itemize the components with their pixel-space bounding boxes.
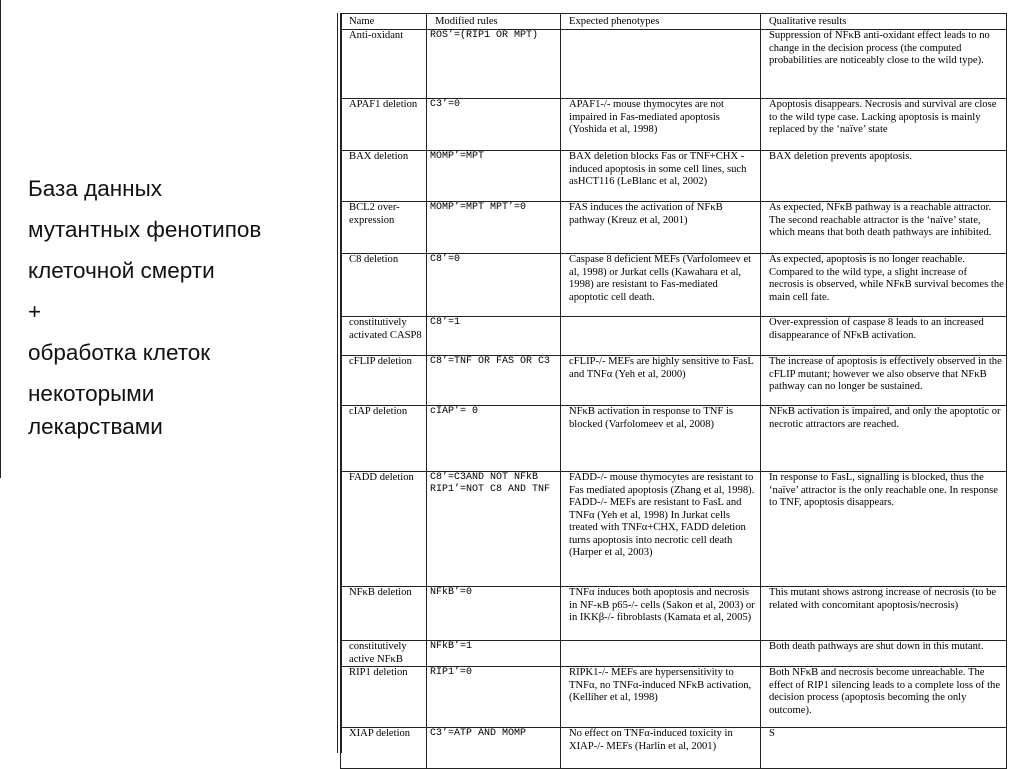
table-row [341,30,1007,99]
table-row [341,587,1007,641]
caption-line: обработка клеток [28,340,211,365]
cell-expected [561,30,761,99]
cell-expected: BAX deletion blocks Fas or TNF+CHX - induced apoptosis in some cell lines, such asHCT116 (LeBlanc et al, 2002) [561,151,761,202]
header-modified-rules: Modified rules [427,14,561,30]
cell-results: In response to FasL, signalling is blocked, thus the ‘naïve’ attractor is the only reachable one. In response to TNF, apoptosis disappears. [761,472,1007,587]
left-border-line [0,0,1,478]
cell-name: constitutively active NFκB [341,641,427,667]
cell-rules: ROS’=(RIP1 OR MPT) [427,30,561,99]
cell-results: As expected, apoptosis is no longer reachable. Compared to the wild type, a slight increase of necrosis is observed, while NFκB survival becomes the main cell fate. [761,254,1007,317]
cell-results: As expected, NFκB pathway is a reachable attractor. The second reachable attractor is the ‘naïve’ state, which means that both death pathways are inhibited. [761,202,1007,254]
table-row [341,254,1007,317]
cell-expected: cFLIP-/- MEFs are highly sensitive to FasL and TNFα (Yeh et al, 2000) [561,356,761,406]
cell-results: Both NFκB and necrosis become unreachable. The effect of RIP1 silencing leads to a complete loss of the decision process (apoptosis becoming the only outcome). [761,667,1007,728]
cell-expected: Caspase 8 deficient MEFs (Varfolomeev et al, 1998) or Jurkat cells (Kawahara et al, 1998) are resistant to Fas-mediated apoptotic cell death. [561,254,761,317]
header-name: Name [341,14,427,30]
mutant-table-container [340,13,1006,769]
header-expected-phenotypes: Expected phenotypes [561,14,761,30]
cell-name: RIP1 deletion [341,667,427,728]
cell-name: constitutively activated CASP8 [341,317,427,356]
table-row [341,99,1007,151]
slide-caption [28,168,261,440]
cell-rules: cIAP’= 0 [427,406,561,472]
cell-rules: C8’=1 [427,317,561,356]
table-row [341,667,1007,728]
cell-name: Anti-oxidant [341,30,427,99]
cell-name: C8 deletion [341,254,427,317]
cell-expected: TNFα induces both apoptosis and necrosis in NF-κB p65-/- cells (Sakon et al, 2003) or in IKKβ-/- fibroblasts (Kamata et al, 2005) [561,587,761,641]
table-row [341,406,1007,472]
cell-results: Both death pathways are shut down in this mutant. [761,641,1007,667]
header-qualitative-results: Qualitative results [761,14,1007,30]
cell-expected [561,317,761,356]
cell-name: APAF1 deletion [341,99,427,151]
table-row [341,728,1007,769]
cell-expected: APAF1-/- mouse thymocytes are not impaired in Fas-mediated apoptosis (Yoshida et al, 1998) [561,99,761,151]
cell-rules: C8’=C3AND NOT NFkB RIP1’=NOT C8 AND TNF [427,472,561,587]
cell-expected: FADD-/- mouse thymocytes are resistant to Fas mediated apoptosis (Zhang et al, 1998). FADD-/- MEFs are resistant to FasL and TNFα (Yeh et al, 1998) In Jurkat cells treated with TNFα+CHX, FADD deletion turns apoptosis into necrotic cell death (Harper et al, 2003) [561,472,761,587]
cell-rules: RIP1’=0 [427,667,561,728]
table-header-row [341,14,1007,30]
cell-expected: RIPK1-/- MEFs are hypersensitivity to TNFα, no TNFα-induced NFκB activation, (Kelliher et al, 1998) [561,667,761,728]
table-row [341,356,1007,406]
cell-rules: C8’=TNF OR FAS OR C3 [427,356,561,406]
table-row [341,202,1007,254]
cell-expected: FAS induces the activation of NFκB pathway (Kreuz et al, 2001) [561,202,761,254]
caption-line: мутантных фенотипов [28,217,262,242]
cell-name: BCL2 over-expression [341,202,427,254]
table-row [341,317,1007,356]
cell-name: cFLIP deletion [341,356,427,406]
caption-line: + [28,299,42,324]
cell-expected [561,641,761,667]
table-row [341,472,1007,587]
cell-name: XIAP deletion [341,728,427,769]
cell-name: NFκB deletion [341,587,427,641]
cell-results: S [761,728,1007,769]
cell-results: Apoptosis disappears. Necrosis and survival are close to the wild type case. Lacking apoptosis is mainly replaced by the ‘naïve’ state [761,99,1007,151]
cell-rules: NFkB’=0 [427,587,561,641]
table-row [341,641,1007,667]
cell-rules: MOMP’=MPT [427,151,561,202]
caption-line: клеточной смерти [28,258,215,283]
cell-expected: NFκB activation in response to TNF is blocked (Varfolomeev et al, 2008) [561,406,761,472]
cell-results: NFκB activation is impaired, and only the apoptotic or necrotic attractors are reached. [761,406,1007,472]
caption-line: База данных [28,176,163,201]
cell-expected: No effect on TNFα-induced toxicity in XIAP-/- MEFs (Harlin et al, 2001) [561,728,761,769]
cell-results: This mutant shows astrong increase of necrosis (to be related with concomitant apoptosis/necrosis) [761,587,1007,641]
caption-line: некоторыми [28,381,155,406]
table-row [341,151,1007,202]
cell-rules: NFkB’=1 [427,641,561,667]
mutant-phenotype-table [340,13,1007,769]
cell-rules: MOMP’=MPT MPT’=0 [427,202,561,254]
caption-line: лекарствами [28,414,163,439]
cell-results: BAX deletion prevents apoptosis. [761,151,1007,202]
cell-name: FADD deletion [341,472,427,587]
slide-left-panel [0,0,338,768]
cell-name: BAX deletion [341,151,427,202]
cell-rules: C3’=ATP AND MOMP [427,728,561,769]
cell-results: The increase of apoptosis is effectively observed in the cFLIP mutant; however we also observe that NFκB pathway can no longer be sustained. [761,356,1007,406]
cell-results: Over-expression of caspase 8 leads to an increased disappearance of NFκB activation. [761,317,1007,356]
cell-results: Suppression of NFκB anti-oxidant effect leads to no change in the decision process (the computed probabilities are noticeably close to the wild type). [761,30,1007,99]
cell-rules: C8’=0 [427,254,561,317]
cell-name: cIAP deletion [341,406,427,472]
cell-rules: C3’=0 [427,99,561,151]
